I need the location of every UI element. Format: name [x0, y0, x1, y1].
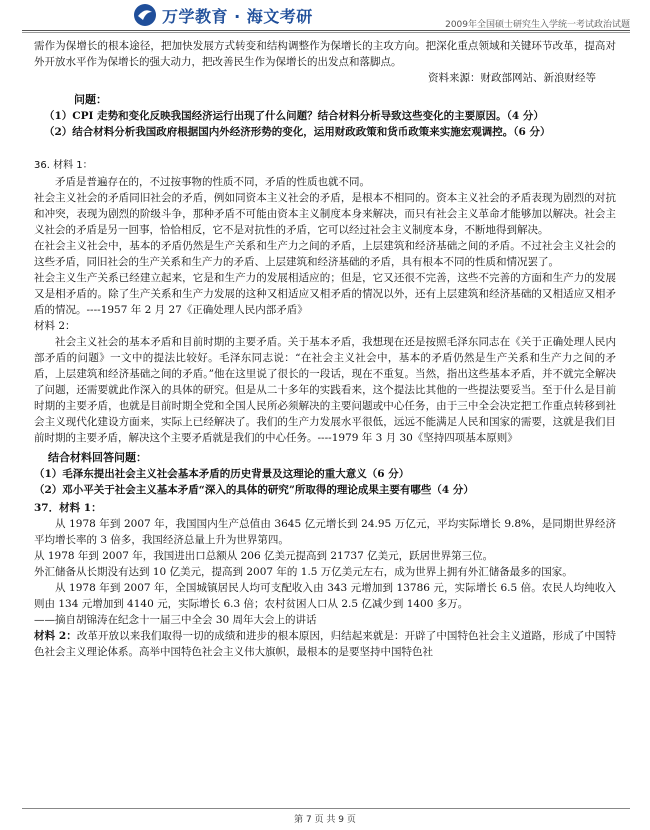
page-header — [0, 0, 650, 34]
page-number: 第 7 页 共 9 页 — [294, 815, 356, 825]
exam-title: 2009年全国硕士研究生入学统一考试政治试题 — [445, 20, 630, 30]
q36-material1-p2: 社会主义社会的矛盾同旧社会的矛盾，例如同资本主义社会的矛盾，是根本不相同的。资本主义社会的矛盾表现为剧烈的对抗和冲突，表现为剧烈的阶级斗争，那种矛盾不可能由资本主义制度本身来解决，而只有社会主义革命才能够加以解决。社会主义社会的矛盾是另一回事，恰恰相反，它不是对抗性的矛盾，它可以经过社会主义制度本身，不断地得到解决。 — [34, 192, 616, 236]
q36-material1-p3: 在社会主义社会中，基本的矛盾仍然是生产关系和生产力之间的矛盾，上层建筑和经济基础之间的矛盾。不过社会主义社会的这些矛盾，同旧社会的生产关系和生产力的矛盾、上层建筑和经济基础的矛盾，具有根本不同的性质和情况罢了。 — [34, 240, 616, 268]
question-36-item-2: （2）邓小平关于社会主义基本矛盾“深入的具体的研究”所取得的理论成果主要有哪些（4 分） — [34, 484, 474, 496]
q37-line-3: 外汇储备从长期没有达到 10 亿美元，提高到 2007 年的 1.5 万亿美元左右，成为世界上拥有外汇储备最多的国家。 — [34, 566, 573, 578]
q37-line-2: 从 1978 年到 2007 年，我国进出口总额从 206 亿美元提高到 21737 亿美元，跃居世界第三位。 — [34, 550, 494, 562]
page-body — [34, 38, 616, 660]
question-35-item-2: （2）结合材料分析我国政府根据国内外经济形势的变化，运用财政政策和货币政策来实施宏观调控。（6 分） — [44, 126, 551, 138]
q37-citation: ——摘自胡锦涛在纪念十一届三中全会 30 周年大会上的讲话 — [34, 614, 317, 626]
question-36-heading: 36. 材料 1： — [34, 160, 93, 171]
q37-material2-label: 材料 2： — [34, 630, 77, 642]
question-35-title: 问题： — [74, 93, 107, 106]
q36-material1-p4: 社会主义生产关系已经建立起来，它是和生产力的发展相适应的；但是，它又还很不完善，这些不完善的方面和生产力的发展又是相矛盾的。除了生产关系和生产力发展的这种又相适应又相矛盾的情况以外，还有上层建筑和经济基础的又相适应又相矛盾的情况。----1957 年 2 月 27《正确处理人民内部矛盾》 — [34, 272, 616, 316]
brand-logo — [133, 3, 313, 27]
spacer — [34, 140, 616, 158]
q37-line-4: 从 1978 年到 2007 年，全国城镇居民人均可支配收入由 343 元增加到 13786 元，实际增长 6.5 倍。农民人均纯收入则由 134 元增加到 4140 元，实际增长 6.3 倍；农村贫困人口从 2.5 亿减少到 1400 多万。 — [34, 582, 616, 610]
question-37-heading: 37．材料 1： — [34, 502, 102, 514]
brand-name: 万学教育 · 海文考研 — [162, 6, 313, 26]
question-35-item-1: （1）CPI 走势和变化反映我国经济运行出现了什么问题？结合材料分析导致这些变化的主要原因。（4 分） — [44, 110, 544, 122]
q36-material1-p1: 矛盾是普遍存在的，不过按事物的性质不同，矛盾的性质也就不同。 — [55, 176, 370, 188]
brand-logo-icon — [133, 3, 157, 27]
q36-material2-text: 社会主义社会的基本矛盾和目前时期的主要矛盾。关于基本矛盾，我想现在还是按照毛泽东同志在《关于正确处理人民内部矛盾的问题》一文中的提法比较好。毛泽东同志说：“在社会主义社会中，基本的矛盾仍然是生产关系和生产力之间的矛盾，上层建筑和经济基础之间的矛盾。”他在这里说了很长的一段话，现在不重复。当然，指出这些基本矛盾，并不就完全解决了问题，还需要就此作深入的具体的研究。但是从二十多年的实践看来，这个提法比其他的一些提法要妥当。至于什么是目前时期的主要矛盾，也就是目前时期全党和全国人民所必须解决的主要问题或中心任务，由于三中全会决定把工作重点转移到社会主义现代化建设方面来，实际上已经解决了。我们的生产力发展水平很低，远远不能满足人民和国家的需要，这就是我们目前时期的主要矛盾，解决这个主要矛盾就是我们的中心任务。----1979 年 3 月 30《坚持四项基本原则》 — [34, 336, 616, 444]
q37-material2-text: 改革开放以来我们取得一切的成绩和进步的根本原因，归结起来就是：开辟了中国特色社会主义道路，形成了中国特色社会主义理论体系。高举中国特色社会主义伟大旗帜，最根本的是要坚持中国特色社 — [34, 630, 616, 658]
question-36-item-1: （1）毛泽东提出社会主义社会基本矛盾的历史背景及这理论的重大意义（6 分） — [34, 468, 410, 480]
paragraph-top: 需作为保增长的根本途径，把加快发展方式转变和结构调整作为保增长的主攻方向。把深化重点领域和关键环节改革，提高对外开放水平作为保增长的强大动力，把改善民生作为保增长的出发点和落脚点。 — [34, 40, 616, 68]
header-divider — [22, 30, 630, 33]
q36-subheading: 结合材料回答问题： — [48, 451, 147, 464]
source-line: 资料来源：财政部网站、新浪财经等 — [428, 72, 596, 84]
footer-divider — [22, 808, 630, 809]
q36-material2-heading: 材料 2： — [34, 320, 76, 332]
q37-material2 — [34, 628, 616, 660]
q37-line-1: 从 1978 年到 2007 年，我国国内生产总值由 3645 亿元增长到 24.95 万亿元，平均实际增长 9.8%，是同期世界经济平均增长率的 3 倍多，我国经济总量上升为世界第四。 — [34, 518, 616, 546]
